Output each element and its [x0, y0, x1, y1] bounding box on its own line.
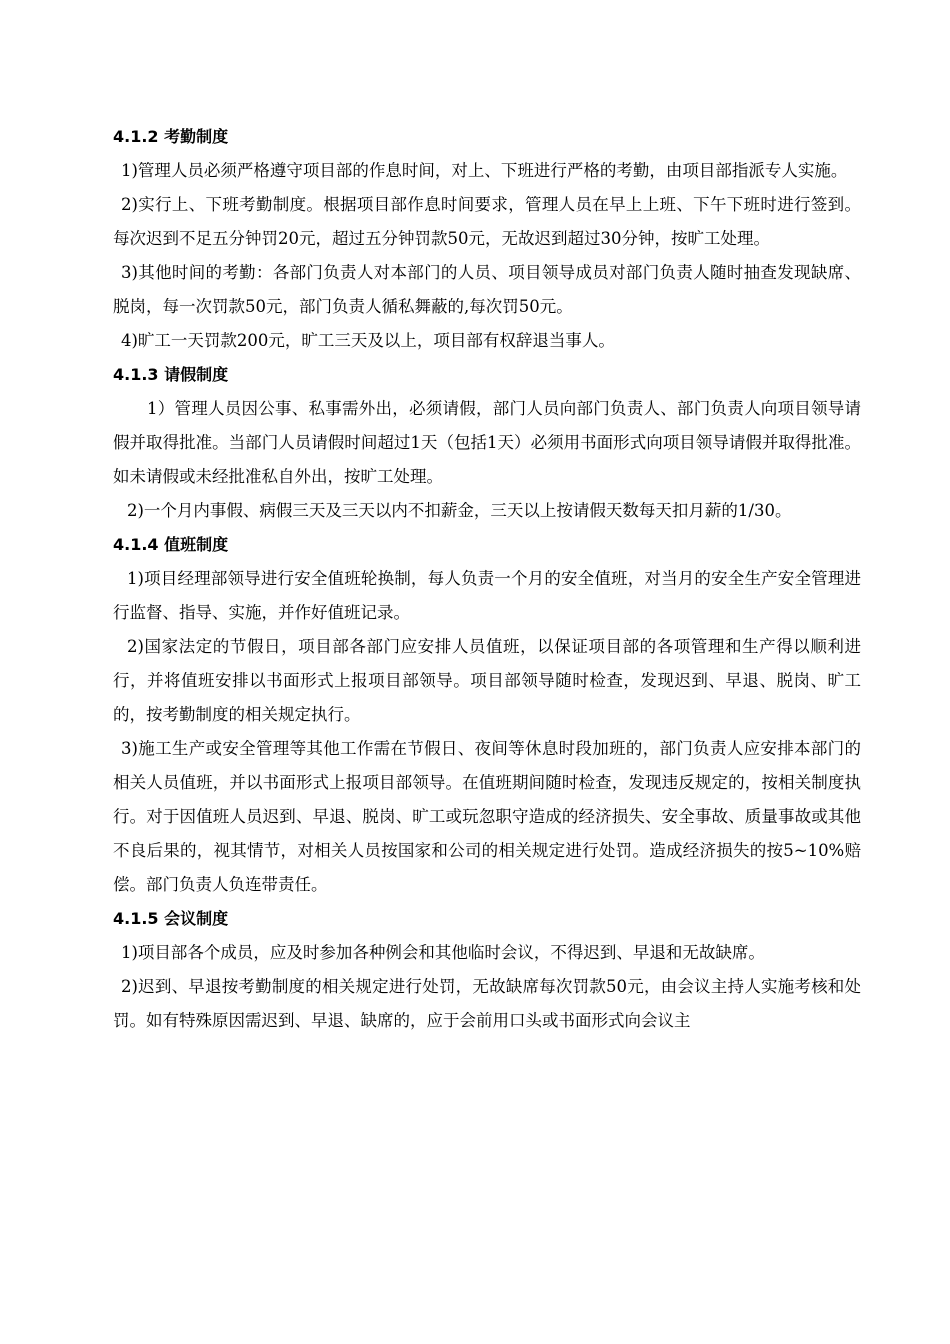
paragraph: 2)国家法定的节假日，项目部各部门应安排人员值班，以保证项目部的各项管理和生产得以顺利进行，并将值班安排以书面形式上报项目部领导。项目部领导随时检查，发现迟到、早退、脱岗、旷工的，按考勤制度的相关规定执行。 [113, 637, 861, 724]
paragraph: 1)管理人员必须严格遵守项目部的作息时间，对上、下班进行严格的考勤，由项目部指派专人实施。 [121, 161, 848, 180]
section-attendance [113, 120, 861, 358]
paragraph: 1)项目经理部领导进行安全值班轮换制，每人负责一个月的安全值班，对当月的安全生产安全管理进行监督、指导、实施，并作好值班记录。 [113, 569, 861, 622]
section-heading: 4.1.5 会议制度 [113, 909, 229, 928]
paragraph: 2)实行上、下班考勤制度。根据项目部作息时间要求，管理人员在早上上班、下午下班时进行签到。每次迟到不足五分钟罚20元，超过五分钟罚款50元，无故迟到超过30分钟，按旷工处理。 [113, 195, 861, 248]
section-leave [113, 358, 861, 528]
paragraph: 1)项目部各个成员，应及时参加各种例会和其他临时会议，不得迟到、早退和无故缺席。 [121, 943, 765, 962]
paragraph: 4)旷工一天罚款200元，旷工三天及以上，项目部有权辞退当事人。 [121, 331, 615, 350]
section-duty [113, 528, 861, 902]
document-body [113, 120, 861, 1038]
paragraph: 1）管理人员因公事、私事需外出，必须请假，部门人员向部门负责人、部门负责人向项目领导请假并取得批准。当部门人员请假时间超过1天（包括1天）必须用书面形式向项目领导请假并取得批准。如未请假或未经批准私自外出，按旷工处理。 [113, 399, 861, 486]
paragraph: 3)施工生产或安全管理等其他工作需在节假日、夜间等休息时段加班的，部门负责人应安排本部门的相关人员值班，并以书面形式上报项目部领导。在值班期间随时检查，发现违反规定的，按相关制度执行。对于因值班人员迟到、早退、脱岗、旷工或玩忽职守造成的经济损失、安全事故、质量事故或其他不良后果的，视其情节，对相关人员按国家和公司的相关规定进行处罚。造成经济损失的按5~10%赔偿。部门负责人负连带责任。 [113, 739, 861, 894]
section-meeting [113, 902, 861, 1038]
section-heading: 4.1.2 考勤制度 [113, 127, 229, 146]
section-heading: 4.1.4 值班制度 [113, 535, 229, 554]
paragraph: 3)其他时间的考勤：各部门负责人对本部门的人员、项目领导成员对部门负责人随时抽查发现缺席、脱岗，每一次罚款50元，部门负责人循私舞蔽的,每次罚50元。 [113, 263, 861, 316]
paragraph: 2)迟到、早退按考勤制度的相关规定进行处罚，无故缺席每次罚款50元，由会议主持人实施考核和处罚。如有特殊原因需迟到、早退、缺席的，应于会前用口头或书面形式向会议主 [113, 977, 861, 1030]
section-heading: 4.1.3 请假制度 [113, 365, 229, 384]
paragraph: 2)一个月内事假、病假三天及三天以内不扣薪金，三天以上按请假天数每天扣月薪的1/30。 [127, 501, 792, 520]
